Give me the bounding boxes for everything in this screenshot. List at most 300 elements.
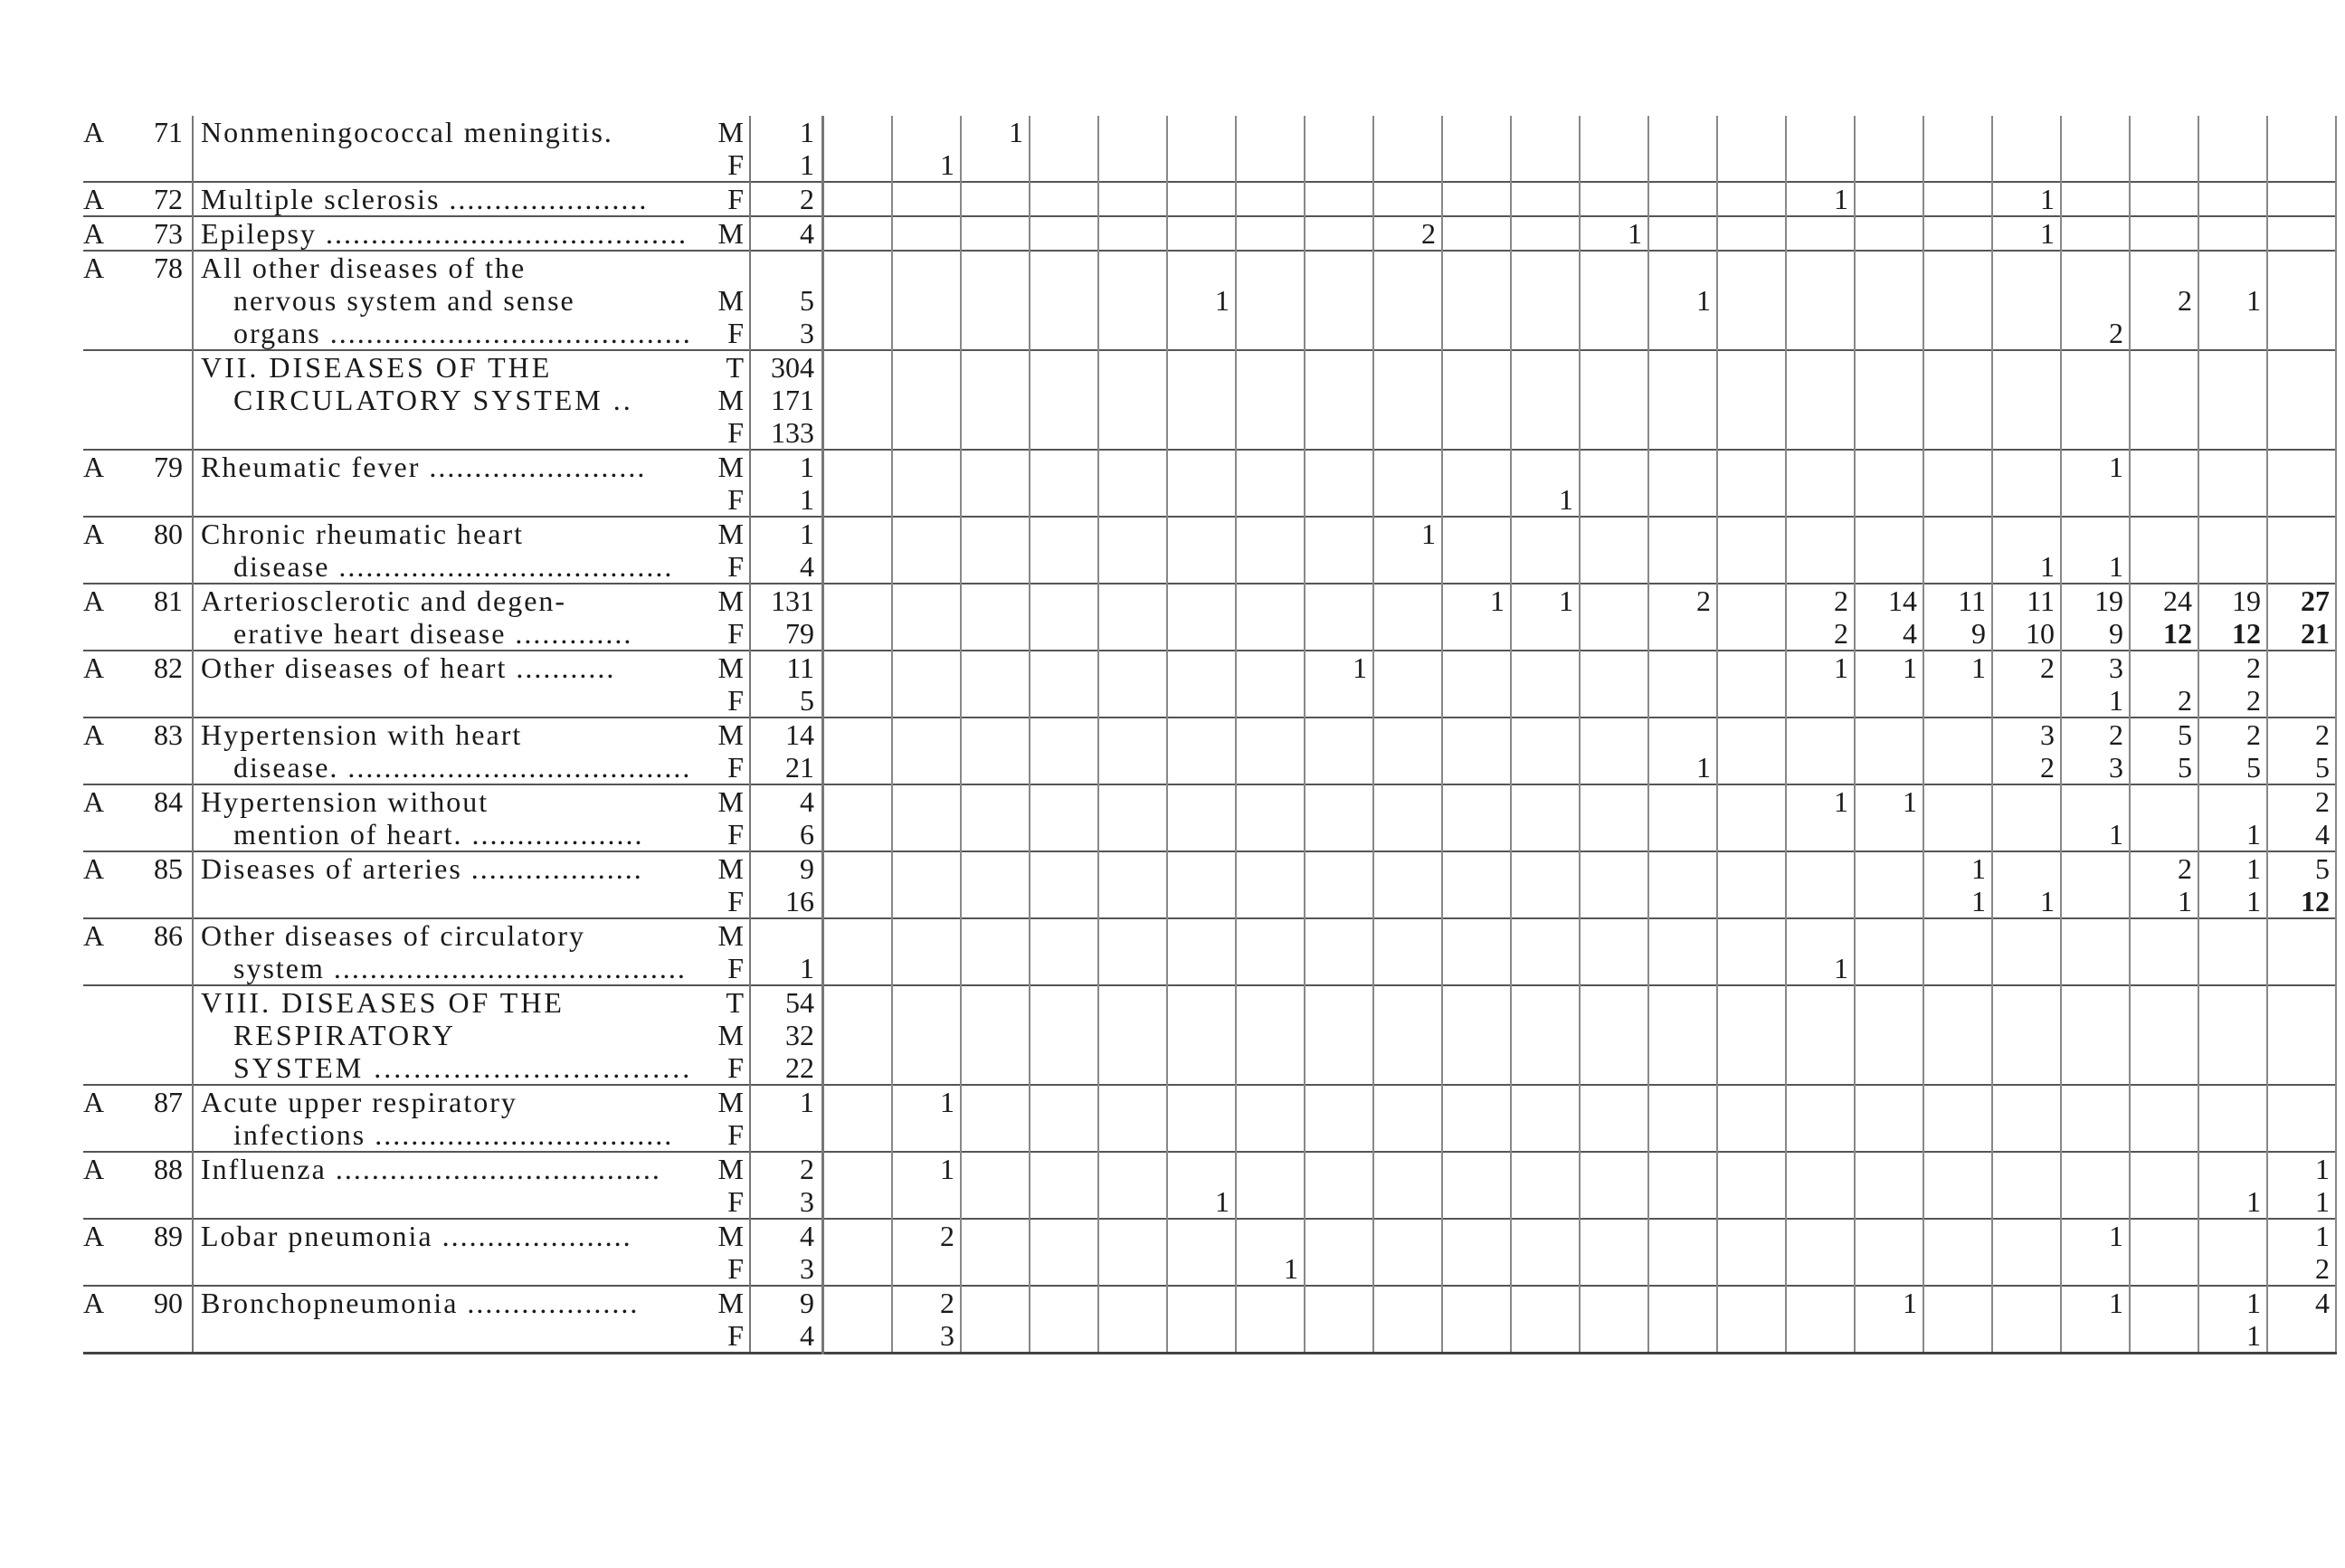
age-group-value-line (962, 384, 1023, 416)
age-group-value-line (1443, 483, 1505, 516)
age-group-value-line (1856, 1086, 1917, 1118)
age-group-value-line (1168, 317, 1229, 349)
sex-label (707, 985, 750, 1085)
age-group-value (1580, 651, 1648, 717)
age-group-value-line (1993, 1019, 2055, 1051)
age-group-value (1098, 584, 1167, 651)
row-number (119, 216, 193, 251)
age-group-value-line (1718, 785, 1780, 818)
age-group-value-line (1787, 919, 1848, 952)
age-group-value-line (1924, 1086, 1986, 1118)
sex-label (707, 216, 750, 251)
cause-name-line: All other diseases of the (201, 252, 527, 284)
age-group-value-line (1581, 1118, 1642, 1151)
age-group-value (1923, 1085, 1992, 1152)
age-group-value-line (1581, 785, 1642, 818)
age-group-value (2061, 985, 2130, 1085)
age-group-value (2267, 717, 2336, 784)
table-row (83, 784, 2336, 851)
age-group-value-line (1581, 751, 1642, 784)
age-group-value (1580, 918, 1648, 985)
age-group-value (892, 851, 961, 918)
row-number-line: 72 (154, 183, 183, 215)
sex-label-line: F (727, 1185, 744, 1218)
age-group-value-line (2131, 384, 2192, 416)
age-group-value-line: 2 (2109, 317, 2123, 349)
row-number (119, 851, 193, 918)
row-number-line: 78 (154, 252, 183, 284)
age-group-value-line (2062, 1319, 2123, 1352)
age-group-value-line (962, 852, 1023, 885)
age-group-value (1098, 717, 1167, 784)
age-group-value (1236, 1219, 1305, 1286)
age-group-value (1030, 1085, 1098, 1152)
age-group-value (961, 182, 1030, 216)
row-number-line: 81 (154, 584, 183, 617)
age-group-value (1511, 1286, 1580, 1354)
age-group-value-line (824, 252, 886, 284)
age-group-value-line (962, 1287, 1023, 1319)
age-group-value-line (1443, 651, 1505, 684)
age-group-value-line (2199, 952, 2261, 984)
row-number-line (119, 751, 183, 784)
age-group-value-line (1718, 1153, 1780, 1185)
age-group-value (1786, 851, 1855, 918)
age-group-value-line: 1 (1834, 952, 1848, 984)
sex-label-line: F (727, 550, 744, 583)
age-group-value (1305, 182, 1373, 216)
age-group-value-line (1581, 351, 1642, 384)
age-group-value-line (2131, 1086, 2192, 1118)
age-group-value (2267, 517, 2336, 584)
total-value-line: 171 (771, 384, 814, 416)
age-group-value-line (1099, 718, 1161, 751)
age-group-value-line (2131, 183, 2192, 215)
row-number-line: 87 (154, 1086, 183, 1118)
sex-label-line: M (717, 116, 744, 148)
age-group-value-line (1168, 217, 1229, 250)
age-group-value-line (1443, 1252, 1505, 1285)
age-group-value-line (2199, 518, 2261, 550)
age-group-value-line: 1 (2246, 1185, 2261, 1218)
age-group-value (1442, 717, 1511, 784)
age-group-value-line (1649, 1051, 1711, 1084)
cause-name (193, 851, 707, 918)
table-row (83, 1152, 2336, 1219)
age-group-value-line (2062, 785, 2123, 818)
age-group-value-line (1374, 751, 1436, 784)
age-group-value-line (1099, 451, 1161, 483)
age-group-value (823, 651, 893, 717)
row-code-line (83, 1319, 119, 1352)
age-group-value (1855, 717, 1923, 784)
age-group-value-line (1924, 351, 1986, 384)
age-group-value (2198, 350, 2267, 450)
row-code (83, 251, 119, 350)
age-group-value-line (1443, 785, 1505, 818)
age-group-value-line (1443, 986, 1505, 1019)
age-group-value-line (1993, 1252, 2055, 1285)
age-group-value (1442, 784, 1511, 851)
cause-name-line (201, 885, 707, 917)
age-group-value (1580, 851, 1648, 918)
age-group-value-line (962, 1185, 1023, 1218)
age-group-value-line: 1 (1284, 1252, 1298, 1285)
age-group-value-line (893, 1252, 954, 1285)
age-group-value-line (824, 183, 886, 215)
age-group-value-line (1168, 1287, 1229, 1319)
age-group-value-line (1030, 651, 1092, 684)
age-group-value (1786, 1286, 1855, 1354)
age-group-value-line (1374, 617, 1436, 650)
age-group-value-line (1649, 384, 1711, 416)
sex-label (707, 1219, 750, 1286)
cause-name (193, 651, 707, 717)
row-code-line (83, 317, 119, 349)
total-value-line (751, 1118, 814, 1151)
age-group-value (1580, 1085, 1648, 1152)
age-group-value-line (1099, 885, 1161, 917)
age-group-value-line (2268, 919, 2330, 952)
age-group-value (1855, 985, 1923, 1085)
age-group-value-line (1374, 1051, 1436, 1084)
age-group-value (2061, 918, 2130, 985)
row-number (119, 651, 193, 717)
age-group-value (1717, 918, 1786, 985)
sex-label-line: M (717, 785, 744, 818)
age-group-value (1236, 116, 1305, 182)
sex-label (707, 584, 750, 651)
age-group-value-line (893, 986, 954, 1019)
total-value-line: 6 (800, 818, 814, 851)
age-group-value-line (1443, 148, 1505, 181)
age-group-value-line (1718, 1319, 1780, 1352)
cause-name-line: Lobar pneumonia ..................... (201, 1220, 632, 1252)
age-group-value-line (1305, 217, 1367, 250)
total-value (750, 251, 823, 350)
age-group-value-line (2199, 252, 2261, 284)
age-group-value-line: 1 (1903, 1287, 1917, 1319)
age-group-value-line (1305, 1220, 1367, 1252)
age-group-value-line (1099, 1019, 1161, 1051)
total-value (750, 985, 823, 1085)
total-value-line: 1 (800, 952, 814, 984)
age-group-value (1236, 350, 1305, 450)
age-group-value-line (2062, 284, 2123, 317)
age-group-value (1236, 450, 1305, 517)
age-group-value (1442, 517, 1511, 584)
age-group-value-line (1856, 416, 1917, 449)
age-group-value (1992, 985, 2061, 1085)
age-group-value-line (1581, 852, 1642, 885)
age-group-value (1580, 251, 1648, 350)
age-group-value-line (1512, 317, 1573, 349)
age-group-value (1098, 918, 1167, 985)
age-group-value-line (824, 416, 886, 449)
row-code-line: A (83, 1153, 105, 1185)
age-group-value (1236, 651, 1305, 717)
cause-name-line: mention of heart. ................... (233, 818, 644, 851)
age-group-value-line (1099, 317, 1161, 349)
age-group-value-line: 1 (2246, 284, 2261, 317)
age-group-value (2267, 216, 2336, 251)
age-group-value (1236, 251, 1305, 350)
row-number (119, 1152, 193, 1219)
age-group-value (823, 116, 893, 182)
age-group-value-line (1374, 483, 1436, 516)
age-group-value-line (2131, 919, 2192, 952)
cause-name-line: Hypertension with heart (201, 718, 523, 751)
age-group-value-line (1581, 451, 1642, 483)
age-group-value-line: 1 (940, 1086, 954, 1118)
age-group-value-line (2131, 1153, 2192, 1185)
row-number-line (119, 617, 183, 650)
age-group-value-line (1924, 1319, 1986, 1352)
age-group-value-line (1443, 451, 1505, 483)
age-group-value (823, 1085, 893, 1152)
age-group-value-line (1443, 1319, 1505, 1352)
age-group-value (1992, 918, 2061, 985)
age-group-value-line: 2 (940, 1220, 954, 1252)
sex-label-line: M (717, 518, 744, 550)
age-group-value-line (893, 518, 954, 550)
age-group-value-line (1581, 1319, 1642, 1352)
age-group-value-line: 1 (2109, 684, 2123, 717)
total-value-line: 4 (800, 217, 814, 250)
age-group-value (1923, 216, 1992, 251)
age-group-value-line (1787, 148, 1848, 181)
age-group-value (1855, 350, 1923, 450)
age-group-value (1923, 517, 1992, 584)
age-group-value-line (1237, 885, 1298, 917)
age-group-value-line (1993, 1287, 2055, 1319)
age-group-value (1648, 216, 1717, 251)
age-group-value-line: 5 (2246, 751, 2261, 784)
row-number-line: 79 (154, 451, 183, 483)
age-group-value-line (1581, 1019, 1642, 1051)
age-group-value (2130, 1286, 2198, 1354)
age-group-value-line (1718, 986, 1780, 1019)
row-number-line: 73 (154, 217, 183, 250)
age-group-value (1030, 784, 1098, 851)
total-value (750, 1152, 823, 1219)
age-group-value (1717, 450, 1786, 517)
age-group-value-line (2268, 518, 2330, 550)
age-group-value-line (1581, 1185, 1642, 1218)
age-group-value (823, 584, 893, 651)
age-group-value-line (1237, 1319, 1298, 1352)
row-code (83, 1219, 119, 1286)
age-group-value (1305, 251, 1373, 350)
row-number-line: 83 (154, 718, 183, 751)
row-code-line: A (83, 518, 105, 550)
age-group-value-line (1030, 1220, 1092, 1252)
age-group-value-line (962, 1319, 1023, 1352)
age-group-value-line (1856, 1220, 1917, 1252)
age-group-value-line (962, 818, 1023, 851)
row-number (119, 116, 193, 182)
age-group-value-line (2131, 550, 2192, 583)
age-group-value-line (1237, 451, 1298, 483)
age-group-value-line (2268, 550, 2330, 583)
age-group-value-line (1649, 818, 1711, 851)
age-group-value-line (1924, 919, 1986, 952)
sex-label-line: F (727, 751, 744, 784)
age-group-value-line (962, 416, 1023, 449)
age-group-value-line (1443, 1019, 1505, 1051)
row-number-line: 71 (154, 116, 183, 148)
age-group-value-line (2199, 116, 2261, 148)
total-value (750, 216, 823, 251)
table-row (83, 717, 2336, 784)
age-group-value-line (1581, 1252, 1642, 1285)
age-group-value (1992, 1152, 2061, 1219)
row-code-line: A (83, 785, 105, 818)
age-group-value-line (1856, 116, 1917, 148)
age-group-value-line (1030, 818, 1092, 851)
age-group-value-line (1993, 852, 2055, 885)
age-group-value-line (1993, 252, 2055, 284)
age-group-value-line (2268, 1118, 2330, 1151)
age-group-value-line (1581, 1287, 1642, 1319)
age-group-value-line (1581, 1153, 1642, 1185)
age-group-value-line (2268, 148, 2330, 181)
age-group-value-line: 9 (1971, 617, 1986, 650)
age-group-value-line (1443, 317, 1505, 349)
age-group-value (1992, 1085, 2061, 1152)
age-group-value-line: 1 (2315, 1185, 2330, 1218)
age-group-value-line (1168, 483, 1229, 516)
age-group-value-line (1924, 1019, 1986, 1051)
age-group-value-line (1305, 684, 1367, 717)
age-group-value-line (1237, 852, 1298, 885)
table-row (83, 851, 2336, 918)
age-group-value (892, 717, 961, 784)
age-group-value (1855, 851, 1923, 918)
age-group-value-line (1993, 518, 2055, 550)
age-group-value (2198, 918, 2267, 985)
age-group-value (1923, 918, 1992, 985)
cause-name-line (201, 483, 707, 516)
age-group-value-line (893, 818, 954, 851)
age-group-value-line (824, 148, 886, 181)
age-group-value (1923, 450, 1992, 517)
age-group-value-line: 1 (1353, 651, 1367, 684)
age-group-value-line (962, 351, 1023, 384)
age-group-value (1923, 717, 1992, 784)
row-number-line (119, 317, 183, 349)
total-value-line: 5 (800, 684, 814, 717)
sex-label (707, 851, 750, 918)
total-value (750, 450, 823, 517)
age-group-value (1373, 350, 1442, 450)
row-number-line (119, 384, 183, 416)
age-group-value-line (1168, 252, 1229, 284)
age-group-value-line (1718, 317, 1780, 349)
age-group-value-line (1649, 1118, 1711, 1151)
age-group-value-line (1030, 148, 1092, 181)
age-group-value (1717, 350, 1786, 450)
age-group-value-line (1512, 252, 1573, 284)
age-group-value-line (1512, 1051, 1573, 1084)
age-group-value-line (1718, 852, 1780, 885)
age-group-value-line: 3 (940, 1319, 954, 1352)
age-group-value (1511, 182, 1580, 216)
age-group-value-line (1443, 550, 1505, 583)
age-group-value-line (2131, 1287, 2192, 1319)
age-group-value-line (2268, 483, 2330, 516)
age-group-value-line: 5 (2315, 852, 2330, 885)
age-group-value (1648, 116, 1717, 182)
age-group-value (1923, 651, 1992, 717)
age-group-value (1511, 350, 1580, 450)
age-group-value-line (1168, 550, 1229, 583)
age-group-value-line (1512, 1019, 1573, 1051)
age-group-value-line (1581, 684, 1642, 717)
age-group-value-line (1924, 1051, 1986, 1084)
row-code-line (83, 416, 119, 449)
age-group-value-line (1374, 584, 1436, 617)
row-code-line (83, 284, 119, 317)
age-group-value-line (1168, 885, 1229, 917)
total-value (750, 1219, 823, 1286)
age-group-value (892, 918, 961, 985)
age-group-value (823, 251, 893, 350)
age-group-value-line (1099, 116, 1161, 148)
row-number-line (119, 885, 183, 917)
age-group-value-line (1718, 252, 1780, 284)
age-group-value-line (1718, 148, 1780, 181)
age-group-value-line (1856, 718, 1917, 751)
age-group-value (2198, 1219, 2267, 1286)
age-group-value-line (1512, 718, 1573, 751)
total-value-line: 5 (800, 284, 814, 317)
age-group-value-line (1168, 518, 1229, 550)
age-group-value (1167, 1152, 1236, 1219)
row-number-line (119, 284, 183, 317)
row-code-line (83, 885, 119, 917)
cause-name-line: Chronic rheumatic heart (201, 518, 524, 550)
age-group-value-line (1030, 116, 1092, 148)
age-group-value-line (2062, 1153, 2123, 1185)
age-group-value-line (1856, 1153, 1917, 1185)
age-group-value-line (1924, 550, 1986, 583)
row-code-line (83, 1185, 119, 1218)
age-group-value (2198, 1085, 2267, 1152)
age-group-value-line (1856, 1118, 1917, 1151)
age-group-value-line (1649, 217, 1711, 250)
age-group-value-line (1993, 416, 2055, 449)
age-group-value-line (1993, 284, 2055, 317)
age-group-value-line: 1 (1971, 885, 1986, 917)
age-group-value (1167, 350, 1236, 450)
age-group-value (1992, 116, 2061, 182)
age-group-value (1511, 1219, 1580, 1286)
total-value-line: 1 (800, 148, 814, 181)
age-group-value-line: 10 (2026, 617, 2055, 650)
age-group-value (2198, 517, 2267, 584)
row-code-line: A (83, 217, 105, 250)
age-group-value-line (1718, 617, 1780, 650)
age-group-value-line: 2 (1421, 217, 1436, 250)
age-group-value (1030, 350, 1098, 450)
sex-label (707, 182, 750, 216)
age-group-value-line (824, 1019, 886, 1051)
age-group-value-line (1237, 1287, 1298, 1319)
row-code-line: A (83, 651, 105, 684)
age-group-value-line (1649, 919, 1711, 952)
age-group-value-line (962, 483, 1023, 516)
